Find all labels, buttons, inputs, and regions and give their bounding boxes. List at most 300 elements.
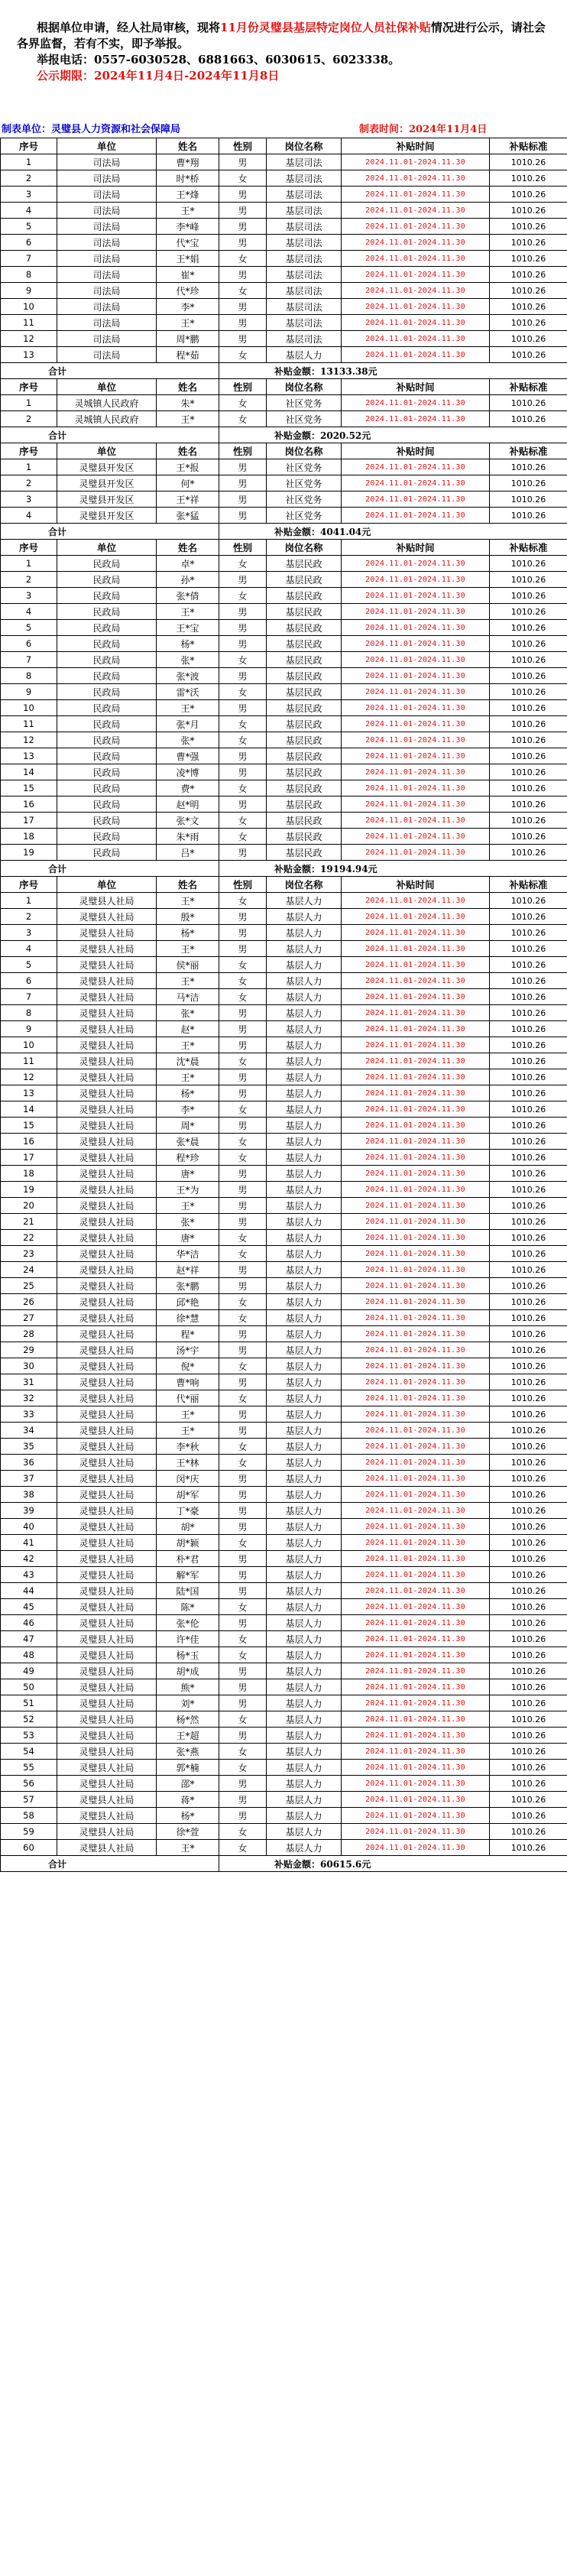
standard-cell: 1010.26 bbox=[490, 411, 567, 427]
table-row bbox=[1, 556, 567, 572]
period-cell: 2024.11.01-2024.11.30 bbox=[342, 973, 490, 989]
gender-cell: 男 bbox=[219, 1005, 267, 1021]
post-cell: 基层人力 bbox=[267, 1551, 342, 1567]
standard-cell: 1010.26 bbox=[490, 1101, 567, 1118]
seq-cell: 54 bbox=[1, 1744, 57, 1760]
unit-cell: 司法局 bbox=[57, 315, 157, 331]
unit-cell: 灵璧县人社局 bbox=[57, 1374, 157, 1390]
column-header: 性别 bbox=[219, 443, 267, 459]
standard-cell: 1010.26 bbox=[490, 235, 567, 251]
standard-cell: 1010.26 bbox=[490, 1150, 567, 1166]
column-header: 岗位名称 bbox=[267, 443, 342, 459]
unit-cell: 灵璧县开发区 bbox=[57, 508, 157, 524]
post-cell: 基层人力 bbox=[267, 1439, 342, 1455]
unit-cell: 司法局 bbox=[57, 170, 157, 187]
gender-cell: 女 bbox=[219, 684, 267, 700]
column-header: 岗位名称 bbox=[267, 138, 342, 154]
unit-cell: 灵璧县人社局 bbox=[57, 1487, 157, 1503]
name-cell: 李* bbox=[157, 1101, 219, 1118]
post-cell: 基层人力 bbox=[267, 1487, 342, 1503]
unit-cell: 灵璧县人社局 bbox=[57, 973, 157, 989]
post-cell: 基层民政 bbox=[267, 636, 342, 652]
table-row bbox=[1, 652, 567, 668]
unit-cell: 灵璧县人社局 bbox=[57, 1214, 157, 1230]
gender-cell: 女 bbox=[219, 1053, 267, 1069]
name-cell: 王* bbox=[157, 315, 219, 331]
unit-cell: 民政局 bbox=[57, 764, 157, 780]
table-row bbox=[1, 170, 567, 187]
unit-cell: 司法局 bbox=[57, 251, 157, 267]
period-cell: 2024.11.01-2024.11.30 bbox=[342, 909, 490, 925]
seq-cell: 34 bbox=[1, 1423, 57, 1439]
table-row bbox=[1, 572, 567, 588]
period-cell: 2024.11.01-2024.11.30 bbox=[342, 1840, 490, 1856]
total-amount: 补贴金额：19194.94元 bbox=[219, 861, 567, 877]
unit-cell: 灵璧县人社局 bbox=[57, 1230, 157, 1246]
standard-cell: 1010.26 bbox=[490, 780, 567, 796]
seq-cell: 3 bbox=[1, 187, 57, 203]
period-cell: 2024.11.01-2024.11.30 bbox=[342, 652, 490, 668]
seq-cell: 26 bbox=[1, 1294, 57, 1310]
standard-cell: 1010.26 bbox=[490, 1262, 567, 1278]
seq-cell: 35 bbox=[1, 1439, 57, 1455]
gender-cell: 男 bbox=[219, 1214, 267, 1230]
standard-cell: 1010.26 bbox=[490, 315, 567, 331]
name-cell: 朴*君 bbox=[157, 1551, 219, 1567]
seq-cell: 6 bbox=[1, 235, 57, 251]
unit-cell: 灵璧县人社局 bbox=[57, 1583, 157, 1599]
post-cell: 基层人力 bbox=[267, 1744, 342, 1760]
table-row bbox=[1, 1358, 567, 1374]
table-row bbox=[1, 251, 567, 267]
seq-cell: 1 bbox=[1, 395, 57, 411]
name-cell: 王* bbox=[157, 604, 219, 620]
period-cell: 2024.11.01-2024.11.30 bbox=[342, 989, 490, 1005]
table-row bbox=[1, 620, 567, 636]
period-cell: 2024.11.01-2024.11.30 bbox=[342, 1021, 490, 1037]
post-cell: 基层司法 bbox=[267, 170, 342, 187]
publicity-period: 公示期限：2024年11月4日-2024年11月8日 bbox=[37, 69, 280, 83]
table-row bbox=[1, 1728, 567, 1744]
post-cell: 基层人力 bbox=[267, 1615, 342, 1631]
column-header: 单位 bbox=[57, 443, 157, 459]
table-row bbox=[1, 1519, 567, 1535]
standard-cell: 1010.26 bbox=[490, 1776, 567, 1792]
post-cell: 社区党务 bbox=[267, 475, 342, 492]
seq-cell: 6 bbox=[1, 636, 57, 652]
gender-cell: 女 bbox=[219, 1824, 267, 1840]
name-cell: 曹*翔 bbox=[157, 154, 219, 170]
unit-cell: 灵璧县人社局 bbox=[57, 1439, 157, 1455]
seq-cell: 16 bbox=[1, 1134, 57, 1150]
table-row bbox=[1, 219, 567, 235]
period-cell: 2024.11.01-2024.11.30 bbox=[342, 925, 490, 941]
unit-cell: 灵璧县人社局 bbox=[57, 1599, 157, 1615]
post-cell: 基层人力 bbox=[267, 1406, 342, 1423]
unit-cell: 灵璧县人社局 bbox=[57, 1406, 157, 1423]
seq-cell: 30 bbox=[1, 1358, 57, 1374]
column-header: 姓名 bbox=[157, 379, 219, 395]
seq-cell: 7 bbox=[1, 989, 57, 1005]
column-header: 性别 bbox=[219, 138, 267, 154]
post-cell: 基层民政 bbox=[267, 668, 342, 684]
standard-cell: 1010.26 bbox=[490, 1166, 567, 1182]
standard-cell: 1010.26 bbox=[490, 1037, 567, 1053]
unit-cell: 司法局 bbox=[57, 299, 157, 315]
standard-cell: 1010.26 bbox=[490, 748, 567, 764]
name-cell: 曹*响 bbox=[157, 1374, 219, 1390]
name-cell: 赵*祥 bbox=[157, 1262, 219, 1278]
gender-cell: 男 bbox=[219, 1118, 267, 1134]
gender-cell: 女 bbox=[219, 1101, 267, 1118]
period-cell: 2024.11.01-2024.11.30 bbox=[342, 1792, 490, 1808]
table-row bbox=[1, 1583, 567, 1599]
standard-cell: 1010.26 bbox=[490, 1326, 567, 1342]
notice-block bbox=[0, 0, 567, 115]
seq-cell: 37 bbox=[1, 1471, 57, 1487]
unit-cell: 灵城镇人民政府 bbox=[57, 411, 157, 427]
post-cell: 社区党务 bbox=[267, 411, 342, 427]
period-cell: 2024.11.01-2024.11.30 bbox=[342, 170, 490, 187]
period-cell: 2024.11.01-2024.11.30 bbox=[342, 395, 490, 411]
name-cell: 郭*楠 bbox=[157, 1760, 219, 1776]
gender-cell: 男 bbox=[219, 203, 267, 219]
total-row bbox=[1, 363, 567, 379]
period-cell: 2024.11.01-2024.11.30 bbox=[342, 283, 490, 299]
gender-cell: 男 bbox=[219, 1695, 267, 1711]
table-row bbox=[1, 1792, 567, 1808]
seq-cell: 19 bbox=[1, 1182, 57, 1198]
standard-cell: 1010.26 bbox=[490, 1647, 567, 1663]
unit-cell: 灵璧县人社局 bbox=[57, 1166, 157, 1182]
table-row bbox=[1, 1085, 567, 1101]
seq-cell: 7 bbox=[1, 251, 57, 267]
gender-cell: 男 bbox=[219, 700, 267, 716]
seq-cell: 38 bbox=[1, 1487, 57, 1503]
gender-cell: 女 bbox=[219, 1439, 267, 1455]
unit-cell: 灵璧县人社局 bbox=[57, 1679, 157, 1695]
post-cell: 基层人力 bbox=[267, 1310, 342, 1326]
seq-cell: 9 bbox=[1, 283, 57, 299]
table-row bbox=[1, 1342, 567, 1358]
name-cell: 邵* bbox=[157, 1776, 219, 1792]
period-cell: 2024.11.01-2024.11.30 bbox=[342, 1262, 490, 1278]
seq-cell: 60 bbox=[1, 1840, 57, 1856]
post-cell: 基层人力 bbox=[267, 1728, 342, 1744]
table-row bbox=[1, 684, 567, 700]
standard-cell: 1010.26 bbox=[490, 1551, 567, 1567]
name-cell: 王* bbox=[157, 1406, 219, 1423]
name-cell: 蒋* bbox=[157, 1792, 219, 1808]
seq-cell: 40 bbox=[1, 1519, 57, 1535]
period-cell: 2024.11.01-2024.11.30 bbox=[342, 636, 490, 652]
name-cell: 程*珍 bbox=[157, 1150, 219, 1166]
standard-cell: 1010.26 bbox=[490, 845, 567, 861]
unit-cell: 灵璧县人社局 bbox=[57, 893, 157, 909]
notice-paragraph: 根据单位申请，经人社局审核，现将11月份灵璧县基层特定岗位人员社保补贴情况进行公示，请社会各界监督，若有不实，即予举报。 bbox=[17, 21, 546, 50]
gender-cell: 男 bbox=[219, 764, 267, 780]
seq-cell: 31 bbox=[1, 1374, 57, 1390]
period-cell: 2024.11.01-2024.11.30 bbox=[342, 235, 490, 251]
table-row bbox=[1, 1374, 567, 1390]
period-cell: 2024.11.01-2024.11.30 bbox=[342, 203, 490, 219]
post-cell: 基层司法 bbox=[267, 315, 342, 331]
unit-cell: 灵璧县人社局 bbox=[57, 1182, 157, 1198]
gender-cell: 男 bbox=[219, 1423, 267, 1439]
table-row bbox=[1, 1021, 567, 1037]
table-row bbox=[1, 1824, 567, 1840]
post-cell: 社区党务 bbox=[267, 459, 342, 475]
period-cell: 2024.11.01-2024.11.30 bbox=[342, 1294, 490, 1310]
post-cell: 基层民政 bbox=[267, 556, 342, 572]
unit-cell: 民政局 bbox=[57, 748, 157, 764]
seq-cell: 49 bbox=[1, 1663, 57, 1679]
table-row bbox=[1, 1471, 567, 1487]
post-cell: 基层人力 bbox=[267, 1214, 342, 1230]
gender-cell: 男 bbox=[219, 1519, 267, 1535]
total-amount: 补贴金额：2020.52元 bbox=[219, 427, 567, 443]
column-header: 姓名 bbox=[157, 877, 219, 893]
post-cell: 基层人力 bbox=[267, 1374, 342, 1390]
period-cell: 2024.11.01-2024.11.30 bbox=[342, 1005, 490, 1021]
column-header: 补贴标准 bbox=[490, 138, 567, 154]
table-row bbox=[1, 1101, 567, 1118]
unit-cell: 灵璧县开发区 bbox=[57, 459, 157, 475]
table-row bbox=[1, 1551, 567, 1567]
period-cell: 2024.11.01-2024.11.30 bbox=[342, 1150, 490, 1166]
column-header: 补贴时间 bbox=[342, 877, 490, 893]
table-row bbox=[1, 1005, 567, 1021]
post-cell: 基层民政 bbox=[267, 764, 342, 780]
post-cell: 基层人力 bbox=[267, 1711, 342, 1728]
section-header-row bbox=[1, 877, 567, 893]
period-cell: 2024.11.01-2024.11.30 bbox=[342, 1471, 490, 1487]
gender-cell: 男 bbox=[219, 1679, 267, 1695]
subsidy-table bbox=[0, 138, 567, 1872]
table-row bbox=[1, 700, 567, 716]
table-row bbox=[1, 1037, 567, 1053]
name-cell: 王* bbox=[157, 1037, 219, 1053]
post-cell: 基层人力 bbox=[267, 925, 342, 941]
period-cell: 2024.11.01-2024.11.30 bbox=[342, 893, 490, 909]
seq-cell: 27 bbox=[1, 1310, 57, 1326]
gender-cell: 男 bbox=[219, 1551, 267, 1567]
gender-cell: 女 bbox=[219, 1711, 267, 1728]
period-cell: 2024.11.01-2024.11.30 bbox=[342, 604, 490, 620]
name-cell: 张* bbox=[157, 1005, 219, 1021]
gender-cell: 男 bbox=[219, 636, 267, 652]
report-phone: 举报电话：0557-6030528、6881663、6030615、6023338。 bbox=[37, 53, 400, 67]
column-header: 单位 bbox=[57, 540, 157, 556]
table-row bbox=[1, 299, 567, 315]
gender-cell: 男 bbox=[219, 1583, 267, 1599]
seq-cell: 9 bbox=[1, 1021, 57, 1037]
unit-cell: 灵璧县人社局 bbox=[57, 1326, 157, 1342]
seq-cell: 2 bbox=[1, 572, 57, 588]
standard-cell: 1010.26 bbox=[490, 1423, 567, 1439]
gender-cell: 男 bbox=[219, 1776, 267, 1792]
standard-cell: 1010.26 bbox=[490, 1487, 567, 1503]
name-cell: 胡*颖 bbox=[157, 1535, 219, 1551]
unit-cell: 灵璧县人社局 bbox=[57, 1037, 157, 1053]
table-row bbox=[1, 1808, 567, 1824]
column-header: 补贴标准 bbox=[490, 443, 567, 459]
unit-cell: 灵璧县人社局 bbox=[57, 1663, 157, 1679]
period-cell: 2024.11.01-2024.11.30 bbox=[342, 1118, 490, 1134]
seq-cell: 4 bbox=[1, 604, 57, 620]
post-cell: 基层人力 bbox=[267, 1085, 342, 1101]
period-cell: 2024.11.01-2024.11.30 bbox=[342, 1615, 490, 1631]
period-cell: 2024.11.01-2024.11.30 bbox=[342, 684, 490, 700]
gender-cell: 女 bbox=[219, 813, 267, 829]
standard-cell: 1010.26 bbox=[490, 636, 567, 652]
table-row bbox=[1, 1069, 567, 1085]
gender-cell: 男 bbox=[219, 1278, 267, 1294]
unit-cell: 灵璧县人社局 bbox=[57, 1310, 157, 1326]
unit-cell: 灵璧县人社局 bbox=[57, 1198, 157, 1214]
column-header: 姓名 bbox=[157, 540, 219, 556]
gender-cell: 女 bbox=[219, 395, 267, 411]
gender-cell: 男 bbox=[219, 1198, 267, 1214]
seq-cell: 15 bbox=[1, 780, 57, 796]
table-row bbox=[1, 283, 567, 299]
period-cell: 2024.11.01-2024.11.30 bbox=[342, 1134, 490, 1150]
gender-cell: 男 bbox=[219, 267, 267, 283]
period-cell: 2024.11.01-2024.11.30 bbox=[342, 154, 490, 170]
post-cell: 基层司法 bbox=[267, 219, 342, 235]
total-label: 合计 bbox=[1, 524, 219, 540]
gender-cell: 男 bbox=[219, 1374, 267, 1390]
standard-cell: 1010.26 bbox=[490, 1069, 567, 1085]
unit-cell: 灵璧县人社局 bbox=[57, 1519, 157, 1535]
post-cell: 基层人力 bbox=[267, 1118, 342, 1134]
table-row bbox=[1, 235, 567, 251]
unit-cell: 灵璧县人社局 bbox=[57, 1101, 157, 1118]
gender-cell: 男 bbox=[219, 668, 267, 684]
unit-cell: 灵璧县人社局 bbox=[57, 1085, 157, 1101]
name-cell: 闵*庆 bbox=[157, 1471, 219, 1487]
standard-cell: 1010.26 bbox=[490, 1615, 567, 1631]
unit-cell: 灵璧县人社局 bbox=[57, 1262, 157, 1278]
name-cell: 刘* bbox=[157, 1695, 219, 1711]
table-row bbox=[1, 1406, 567, 1423]
post-cell: 基层民政 bbox=[267, 829, 342, 845]
table-row bbox=[1, 1166, 567, 1182]
column-header: 补贴时间 bbox=[342, 379, 490, 395]
unit-cell: 灵璧县人社局 bbox=[57, 909, 157, 925]
producing-date: 制表时间：2024年11月4日 bbox=[359, 124, 488, 135]
unit-cell: 灵璧县人社局 bbox=[57, 1471, 157, 1487]
unit-cell: 灵璧县人社局 bbox=[57, 1005, 157, 1021]
unit-cell: 灵璧县人社局 bbox=[57, 1744, 157, 1760]
post-cell: 基层人力 bbox=[267, 1278, 342, 1294]
period-cell: 2024.11.01-2024.11.30 bbox=[342, 1647, 490, 1663]
period-cell: 2024.11.01-2024.11.30 bbox=[342, 716, 490, 732]
unit-cell: 灵城镇人民政府 bbox=[57, 395, 157, 411]
seq-cell: 11 bbox=[1, 315, 57, 331]
seq-cell: 58 bbox=[1, 1808, 57, 1824]
total-amount: 补贴金额：60615.6元 bbox=[219, 1856, 567, 1872]
post-cell: 基层人力 bbox=[267, 1134, 342, 1150]
standard-cell: 1010.26 bbox=[490, 1503, 567, 1519]
unit-cell: 灵璧县人社局 bbox=[57, 1246, 157, 1262]
seq-cell: 29 bbox=[1, 1342, 57, 1358]
gender-cell: 男 bbox=[219, 1166, 267, 1182]
standard-cell: 1010.26 bbox=[490, 1760, 567, 1776]
standard-cell: 1010.26 bbox=[490, 1118, 567, 1134]
seq-cell: 10 bbox=[1, 299, 57, 315]
gender-cell: 女 bbox=[219, 1246, 267, 1262]
name-cell: 张*波 bbox=[157, 668, 219, 684]
standard-cell: 1010.26 bbox=[490, 813, 567, 829]
gender-cell: 女 bbox=[219, 170, 267, 187]
gender-cell: 男 bbox=[219, 187, 267, 203]
post-cell: 基层人力 bbox=[267, 1776, 342, 1792]
period-cell: 2024.11.01-2024.11.30 bbox=[342, 1567, 490, 1583]
period-cell: 2024.11.01-2024.11.30 bbox=[342, 492, 490, 508]
post-cell: 基层人力 bbox=[267, 1230, 342, 1246]
standard-cell: 1010.26 bbox=[490, 893, 567, 909]
period-cell: 2024.11.01-2024.11.30 bbox=[342, 1423, 490, 1439]
table-row bbox=[1, 1455, 567, 1471]
total-row bbox=[1, 524, 567, 540]
table-row bbox=[1, 1615, 567, 1631]
post-cell: 基层人力 bbox=[267, 1535, 342, 1551]
table-meta bbox=[0, 119, 567, 135]
standard-cell: 1010.26 bbox=[490, 187, 567, 203]
unit-cell: 民政局 bbox=[57, 829, 157, 845]
name-cell: 杨*然 bbox=[157, 1711, 219, 1728]
period-cell: 2024.11.01-2024.11.30 bbox=[342, 1760, 490, 1776]
name-cell: 王*为 bbox=[157, 1182, 219, 1198]
seq-cell: 14 bbox=[1, 764, 57, 780]
standard-cell: 1010.26 bbox=[490, 941, 567, 957]
seq-cell: 47 bbox=[1, 1631, 57, 1647]
gender-cell: 男 bbox=[219, 508, 267, 524]
gender-cell: 男 bbox=[219, 1326, 267, 1342]
name-cell: 张*月 bbox=[157, 716, 219, 732]
unit-cell: 灵璧县人社局 bbox=[57, 1294, 157, 1310]
post-cell: 基层人力 bbox=[267, 1503, 342, 1519]
table-row bbox=[1, 1230, 567, 1246]
seq-cell: 56 bbox=[1, 1776, 57, 1792]
table-row bbox=[1, 1679, 567, 1695]
standard-cell: 1010.26 bbox=[490, 1840, 567, 1856]
gender-cell: 女 bbox=[219, 973, 267, 989]
seq-cell: 39 bbox=[1, 1503, 57, 1519]
name-cell: 王* bbox=[157, 203, 219, 219]
gender-cell: 男 bbox=[219, 748, 267, 764]
name-cell: 邱*艳 bbox=[157, 1294, 219, 1310]
name-cell: 徐*慧 bbox=[157, 1310, 219, 1326]
gender-cell: 男 bbox=[219, 1069, 267, 1085]
standard-cell: 1010.26 bbox=[490, 1583, 567, 1599]
unit-cell: 灵璧县人社局 bbox=[57, 1455, 157, 1471]
table-row bbox=[1, 395, 567, 411]
gender-cell: 男 bbox=[219, 475, 267, 492]
unit-cell: 民政局 bbox=[57, 556, 157, 572]
period-cell: 2024.11.01-2024.11.30 bbox=[342, 796, 490, 813]
gender-cell: 男 bbox=[219, 1406, 267, 1423]
table-row bbox=[1, 203, 567, 219]
period-cell: 2024.11.01-2024.11.30 bbox=[342, 764, 490, 780]
unit-cell: 灵璧县人社局 bbox=[57, 1150, 157, 1166]
post-cell: 基层人力 bbox=[267, 1583, 342, 1599]
seq-cell: 1 bbox=[1, 556, 57, 572]
gender-cell: 女 bbox=[219, 1358, 267, 1374]
post-cell: 基层人力 bbox=[267, 1519, 342, 1535]
period-cell: 2024.11.01-2024.11.30 bbox=[342, 1679, 490, 1695]
